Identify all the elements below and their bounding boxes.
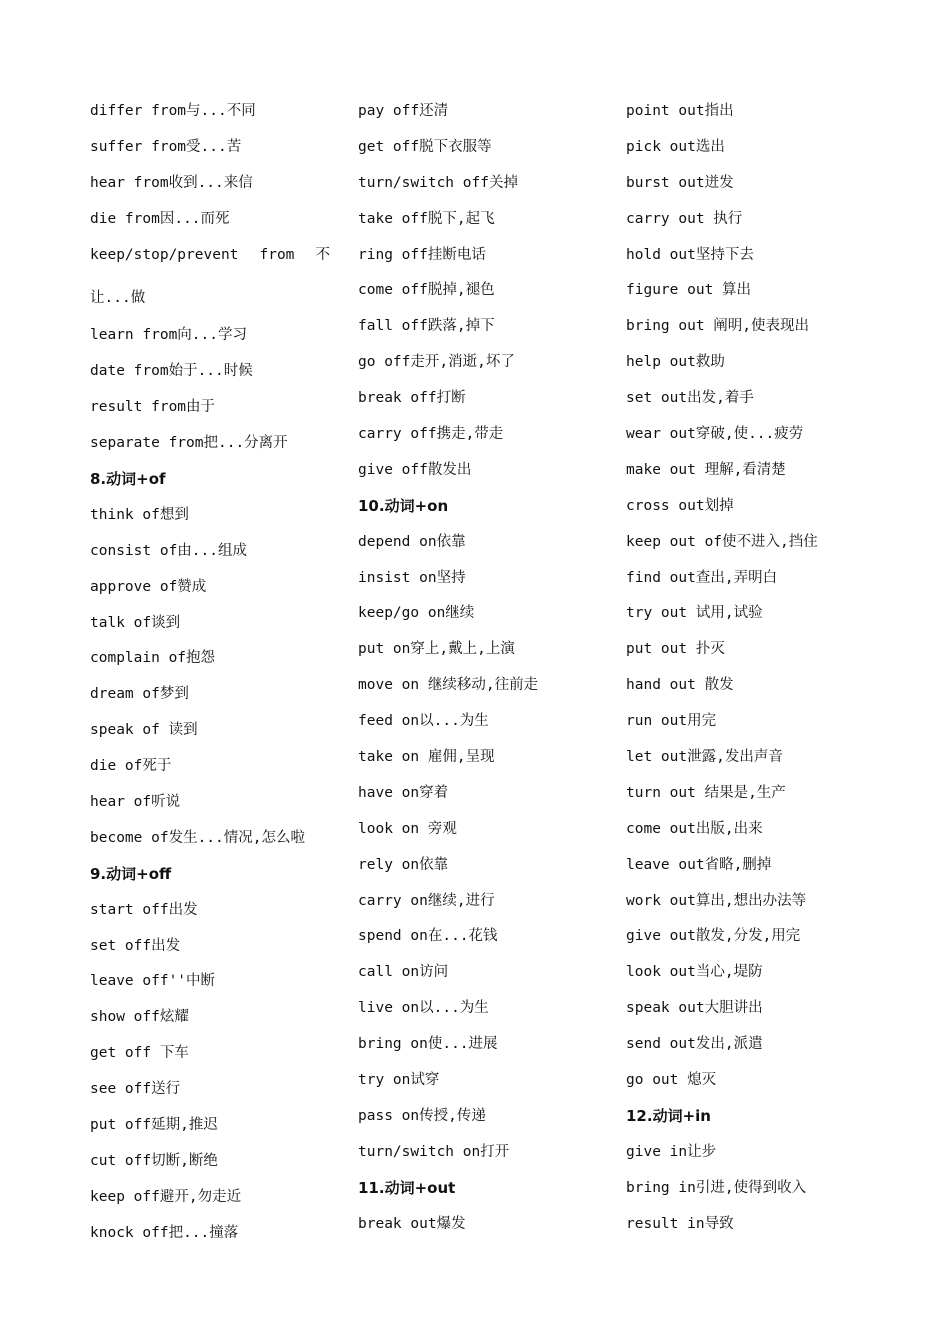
phrase-entry: approve of赞成 [90,578,207,595]
phrase-entry: get off脱下衣服等 [358,138,492,155]
phrase-entry: show off炫耀 [90,1009,189,1026]
phrase-part: keep/stop/prevent [90,246,239,263]
phrase-entry: help out救助 [626,354,725,371]
phrase-entry: figure out 算出 [626,282,752,299]
section-heading: 8.动词+of [90,470,166,489]
phrase-entry: start off出发 [90,901,198,918]
section-heading: 12.动词+in [626,1106,711,1125]
phrase-entry: cross out划掉 [626,497,734,514]
phrase-entry: become of发生...情况,怎么啦 [90,829,305,846]
phrase-entry: date from始于...时候 [90,363,253,380]
phrase-entry: wear out穿破,使...疲劳 [626,426,804,443]
phrase-entry: die of死于 [90,758,172,775]
phrase-entry: bring out 阐明,使表现出 [626,318,810,335]
phrase-entry: keep off避开,勿走近 [90,1188,242,1205]
phrase-entry: move on 继续移动,往前走 [358,677,539,694]
phrase-entry: talk of谈到 [90,614,181,631]
phrase-entry: ring off挂断电话 [358,246,486,263]
phrase-entry: try on试穿 [358,1072,440,1089]
phrase-entry: carry on继续,进行 [358,892,495,909]
phrase-entry: look on 旁观 [358,820,457,837]
phrase-entry: complain of抱怨 [90,650,216,667]
phrase-entry: come out出版,出来 [626,820,763,837]
phrase-entry: set out出发,着手 [626,390,754,407]
phrase-entry: separate from把...分离开 [90,435,288,452]
phrase-entry: come off脱掉,褪色 [358,282,495,299]
phrase-entry: pay off还清 [358,103,449,119]
phrase-entry: go off走开,消逝,坏了 [358,354,515,371]
section-heading: 10.动词+on [358,496,449,515]
section-heading: 9.动词+off [90,864,172,883]
phrase-entry: leave off''中断 [90,973,216,990]
column-3 [626,94,876,1243]
phrase-entry: pick out选出 [626,138,725,155]
phrase-entry: run out用完 [626,713,717,730]
phrase-entry: carry off携走,带走 [358,426,504,443]
phrase-entry: put on穿上,戴上,上演 [358,641,515,658]
phrase-entry: speak of 读到 [90,722,198,739]
phrase-entry: suffer from受...苦 [90,138,242,155]
phrase-entry: pass on传授,传递 [358,1107,486,1124]
phrase-entry: point out指出 [626,103,734,119]
phrase-entry: speak out大胆讲出 [626,1000,763,1017]
phrase-entry: make out 理解,看清楚 [626,461,786,478]
phrase-entry: give in让步 [626,1143,717,1160]
phrase-entry: burst out迸发 [626,174,734,191]
phrase-entry: put out 扑灭 [626,641,725,658]
phrase-entry: get off 下车 [90,1045,189,1062]
phrase-entry: feed on以...为生 [358,713,489,730]
phrase-entry: hear from收到...来信 [90,174,253,191]
phrase-entry: carry out 执行 [626,210,743,227]
column-1 [90,94,330,1252]
phrase-entry: bring in引进,使得到收入 [626,1179,807,1196]
phrase-entry: rely on依靠 [358,856,449,873]
phrase-entry: result in导致 [626,1215,734,1232]
phrase-entry: cut off切断,断绝 [90,1152,218,1169]
phrase-entry: break out爆发 [358,1215,466,1232]
phrase-entry: take off脱下,起飞 [358,210,495,227]
phrase-entry: give out散发,分发,用完 [626,928,801,945]
phrase-entry: live on以...为生 [358,1000,489,1017]
phrase-entry: set off出发 [90,937,181,954]
phrase-entry: hand out 散发 [626,677,734,694]
phrase-entry: leave out省略,删掉 [626,856,772,873]
column-2 [358,94,598,1243]
phrase-entry: let out泄露,发出声音 [626,749,783,766]
phrase-entry: take on 雇佣,呈现 [358,749,495,766]
phrase-entry: think of想到 [90,506,189,523]
phrase-entry: give off散发出 [358,461,472,478]
phrase-entry: depend on依靠 [358,533,466,550]
phrase-entry: learn from向...学习 [90,327,247,344]
section-heading: 11.动词+out [358,1178,456,1197]
phrase-entry: hold out坚持下去 [626,246,754,263]
phrase-entry: keep/go on继续 [358,605,475,622]
phrase-entry: have on穿着 [358,784,449,801]
phrase-entry: send out发出,派遣 [626,1036,763,1053]
phrase-entry: put off延期,推迟 [90,1117,218,1134]
phrase-entry: find out查出,弄明白 [626,569,778,586]
phrase-part: 不 [315,246,330,263]
phrase-entry-wrapped-line1 [90,238,330,274]
phrase-entry: insist on坚持 [358,569,466,586]
phrase-entry: try out 试用,试验 [626,605,763,622]
phrase-entry: dream of梦到 [90,686,189,703]
phrase-part: from [259,246,295,263]
phrase-entry: spend on在...花钱 [358,928,498,945]
phrase-entry: turn out 结果是,生产 [626,784,786,801]
phrase-entry: see off送行 [90,1081,181,1098]
phrase-entry-wrapped-line2: 让...做 [90,290,146,307]
phrase-entry: work out算出,想出办法等 [626,892,807,909]
phrase-entry: turn/switch on打开 [358,1143,510,1160]
phrase-entry: fall off跌落,掉下 [358,318,495,335]
phrase-entry: differ from与...不同 [90,103,256,119]
phrase-entry: turn/switch off关掉 [358,174,518,191]
phrase-entry: consist of由...组成 [90,542,247,559]
phrase-entry: break off打断 [358,390,466,407]
phrase-entry: hear of听说 [90,794,181,811]
phrase-entry: call on访问 [358,964,449,981]
phrase-entry: go out 熄灭 [626,1072,717,1089]
phrase-entry: result from由于 [90,399,216,416]
phrase-entry: die from因...而死 [90,210,230,227]
phrase-entry: bring on使...进展 [358,1036,498,1053]
phrase-entry: knock off把...撞落 [90,1224,239,1241]
phrase-entry: keep out of使不进入,挡住 [626,533,818,550]
phrase-entry: look out当心,堤防 [626,964,763,981]
